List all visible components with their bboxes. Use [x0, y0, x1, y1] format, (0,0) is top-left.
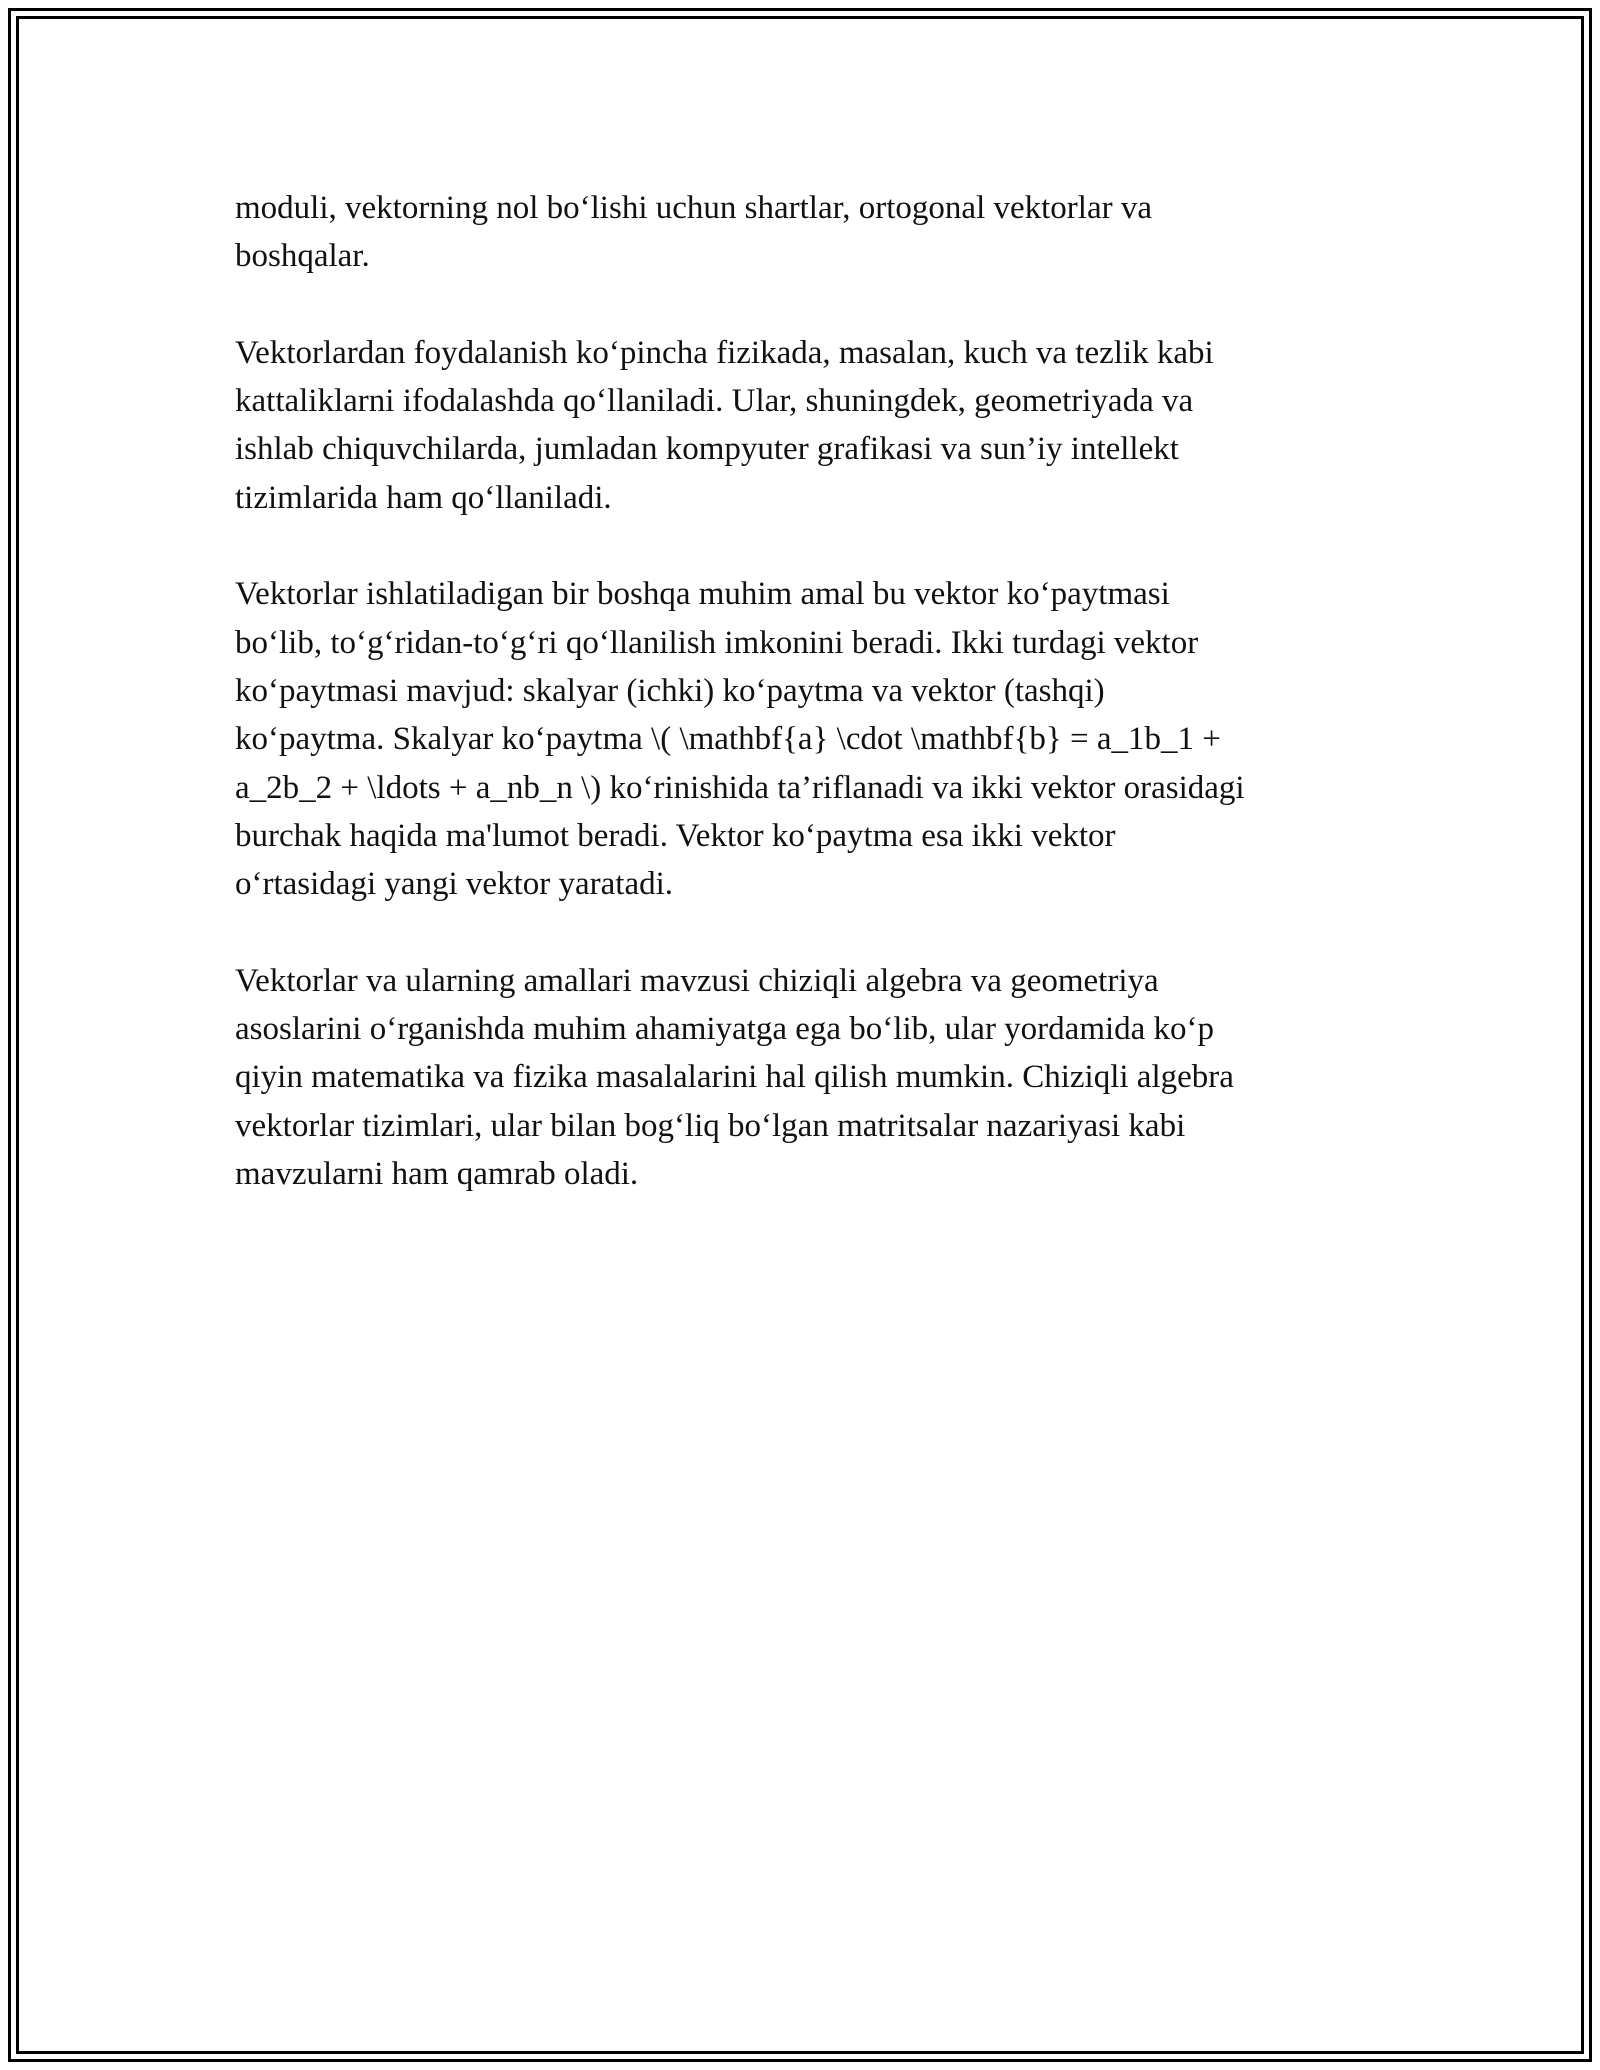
paragraph-linear-algebra: Vektorlar va ularning amallari mavzusi chiziqli algebra va geometriya asoslarini o‘rganishda muhim ahamiyatga ega bo‘lib, ular yordamida ko‘p qiyin matematika va fizika masalalarini hal qilish mumkin. Chiziqli algebra vektorlar tizimlari, ular bilan bog‘liq bo‘lgan matritsalar nazariyasi kabi mavzularni ham qamrab oladi.	[235, 962, 1234, 1192]
document-body	[235, 184, 1365, 1247]
paragraph-vector-applications: Vektorlardan foydalanish ko‘pincha fizikada, masalan, kuch va tezlik kabi kattaliklarni ifodalashda qo‘llaniladi. Ular, shuningdek, geometriyada va ishlab chiquvchilarda, jumladan kompyuter grafikasi va sun’iy intellekt tizimlarida ham qo‘llaniladi.	[235, 334, 1214, 516]
paragraph-vector-conditions: moduli, vektorning nol bo‘lishi uchun shartlar, ortogonal vektorlar va boshqalar.	[235, 190, 1152, 275]
paragraph-vector-products: Vektorlar ishlatiladigan bir boshqa muhim amal bu vektor ko‘paytmasi bo‘lib, to‘g‘ridan-to‘g‘ri qo‘llanilish imkonini beradi. Ikki turdagi vektor ko‘paytmasi mavjud: skalyar (ichki) ko‘paytma va vektor (tashqi) ko‘paytma. Skalyar ko‘paytma \( \mathbf{a} \cdot \mathbf{b} = a_1b_1 + a_2b_2 + \ldots + a_nb_n \) ko‘rinishida ta’riflanadi va ikki vektor orasidagi burchak haqida ma'lumot beradi. Vektor ko‘paytma esa ikki vektor o‘rtasidagi yangi vektor yaratadi.	[235, 576, 1245, 903]
